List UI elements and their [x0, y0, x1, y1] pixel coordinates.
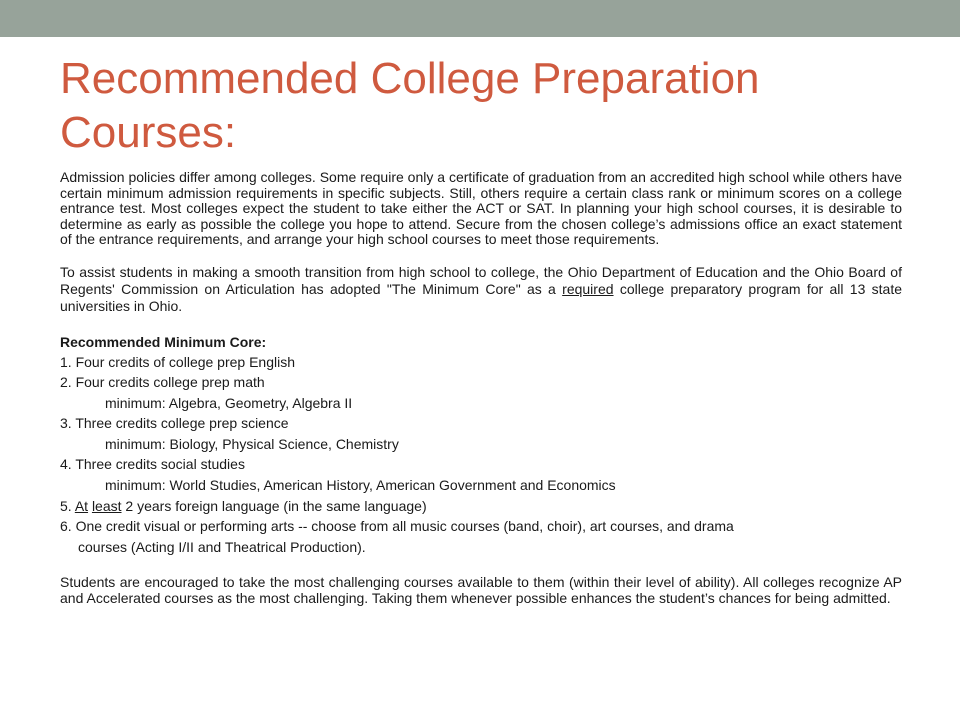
core-item-math: 2. Four credits college prep math: [60, 374, 265, 391]
item5-at: At: [74, 497, 89, 514]
core-heading: Recommended Minimum Core:: [60, 333, 267, 350]
minimum-core-paragraph: [60, 264, 902, 315]
minimum-core-text-1: To assist students in making a smooth transition from high school to college, the Ohio Department of Education and the Ohio Board of Regents' Commission on Articulation has adopted "The Minimum Core" as a: [60, 263, 902, 297]
item5-least: least: [91, 497, 122, 514]
slide-body: [60, 170, 902, 606]
core-item-social-studies: 4. Three credits social studies: [60, 456, 245, 473]
core-item-english: 1. Four credits of college prep English: [60, 353, 296, 370]
item5-rest: 2 years foreign language (in the same language): [125, 497, 427, 514]
top-accent-bar: [0, 0, 960, 37]
core-item-social-studies-minimum: minimum: World Studies, American History, American Government and Economics: [105, 477, 616, 494]
minimum-core-text-2: college preparatory program for all 13 state universities in Ohio.: [60, 280, 903, 314]
admission-paragraph: Admission policies differ among colleges. Some require only a certificate of graduation from an accredited high school while others have certain minimum admission requirements in specific subjects. Still, others require a certain class rank or minimum scores on a college entrance test. Most colleges expect the student to take either the ACT or SAT. In planning your high school courses, it is desirable to determine as early as possible the college you hope to attend. Secure from the chosen college’s admissions office an exact statement of the entrance requirements, and arrange your high school courses to meet those requirements.: [60, 169, 902, 247]
core-item-science-minimum: minimum: Biology, Physical Science, Chemistry: [105, 435, 399, 452]
item5-prefix: 5.: [60, 497, 72, 514]
challenging-courses-paragraph: Students are encouraged to take the most challenging courses available to them (within their level of ability). All colleges recognize AP and Accelerated courses as the most challenging. Taking them whenever possible enhances the student’s chances for being admitted.: [60, 574, 902, 606]
core-item-science: 3. Three credits college prep science: [60, 415, 289, 432]
core-item-foreign-language: [60, 496, 902, 517]
core-item-arts: 6. One credit visual or performing arts -- choose from all music courses (band, choir), art courses, and drama: [60, 518, 734, 535]
slide-title: Recommended College Preparation Courses:: [60, 54, 760, 157]
required-underlined: required: [562, 280, 614, 297]
core-item-arts-continued: courses (Acting I/II and Theatrical Production).: [78, 538, 366, 555]
core-item-math-minimum: minimum: Algebra, Geometry, Algebra II: [105, 394, 353, 411]
